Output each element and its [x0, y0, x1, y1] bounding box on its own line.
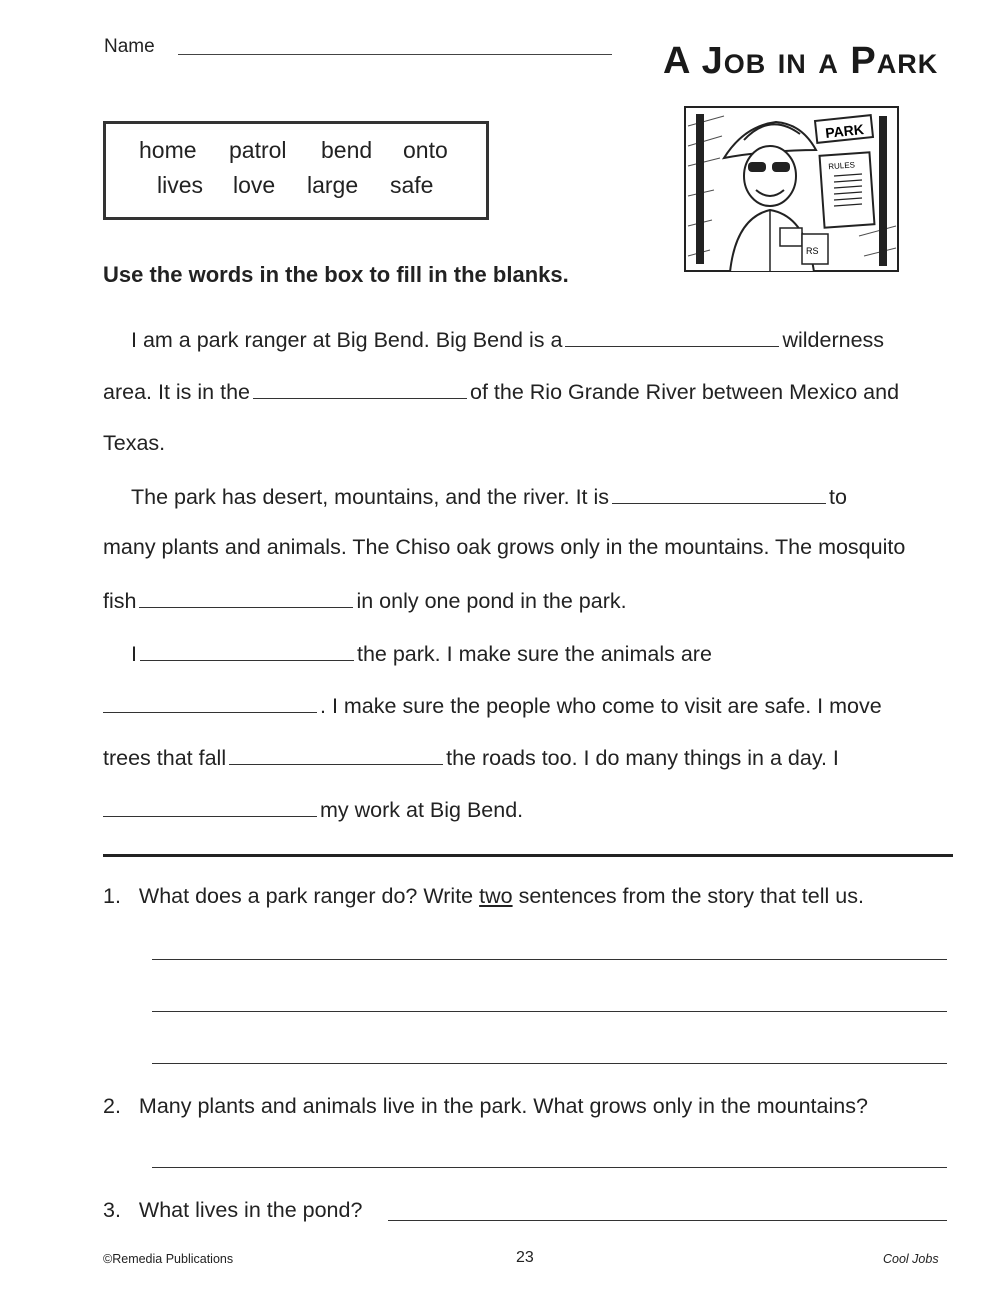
- answer-line[interactable]: [152, 1011, 947, 1012]
- answer-line[interactable]: [152, 1167, 947, 1168]
- story-text: my work at Big Bend.: [320, 798, 524, 822]
- name-label: Name: [104, 36, 155, 57]
- page-number: 23: [516, 1249, 534, 1266]
- story-text: the roads too. I do many things in a day. I: [446, 746, 839, 770]
- question-text: What lives in the pond?: [138, 1198, 363, 1222]
- name-field-line[interactable]: [178, 54, 612, 55]
- answer-blank[interactable]: [229, 744, 443, 765]
- question-3: [103, 1198, 362, 1223]
- answer-blank[interactable]: [612, 483, 826, 504]
- question-2: [103, 1094, 868, 1119]
- answer-line[interactable]: [388, 1220, 947, 1221]
- badge-text: RS: [806, 246, 819, 256]
- rules-board-text: RULES: [828, 160, 856, 172]
- story-line: [103, 431, 165, 456]
- story-line: [131, 326, 884, 353]
- book-title: Cool Jobs: [883, 1252, 939, 1266]
- story-line: [131, 640, 712, 667]
- story-line: [100, 692, 882, 719]
- story-text: many plants and animals. The Chiso oak grows only in the mountains. The mosquito: [103, 535, 906, 559]
- story-text: Texas.: [103, 431, 166, 455]
- word-bank-box: [103, 121, 489, 220]
- story-line: [103, 378, 899, 405]
- story-text: wilderness: [782, 328, 885, 352]
- question-number: 2.: [103, 1094, 121, 1118]
- story-line: [103, 587, 627, 614]
- word-bank-word: onto: [403, 137, 448, 163]
- answer-blank[interactable]: [253, 378, 467, 399]
- story-text: fish: [103, 589, 137, 613]
- word-bank-word: safe: [390, 172, 434, 198]
- question-emphasis: two: [479, 884, 513, 908]
- answer-blank[interactable]: [140, 640, 354, 661]
- word-bank-word: large: [307, 172, 359, 198]
- instructions: Use the words in the box to fill in the blanks.: [103, 262, 569, 287]
- answer-blank[interactable]: [103, 692, 317, 713]
- word-bank-word: home: [139, 137, 197, 163]
- answer-line[interactable]: [152, 959, 947, 960]
- publisher-credit: ©Remedia Publications: [103, 1252, 234, 1266]
- story-text: area. It is in the: [103, 380, 250, 404]
- story-text: the park. I make sure the animals are: [356, 642, 712, 666]
- word-bank-word: lives: [157, 172, 204, 198]
- question-text: What does a park ranger do? Write: [138, 884, 474, 908]
- page-title: A Job in a Park: [663, 40, 939, 82]
- park-sign: [815, 115, 873, 143]
- story-text: of the Rio Grande River between Mexico and: [470, 380, 900, 404]
- story-line: [131, 483, 847, 510]
- answer-blank[interactable]: [139, 587, 353, 608]
- story-line: [103, 535, 905, 560]
- story-line: [100, 796, 523, 823]
- word-bank-word: love: [233, 172, 276, 198]
- rules-board: [820, 152, 875, 227]
- question-text: sentences from the story that tell us.: [518, 884, 864, 908]
- section-divider: [103, 854, 953, 857]
- answer-line[interactable]: [152, 1063, 947, 1064]
- badge: [802, 234, 828, 264]
- answer-blank[interactable]: [565, 326, 779, 347]
- story-line: [103, 744, 839, 771]
- park-sign-text: PARK: [824, 120, 865, 141]
- story-text: . I make sure the people who come to visit are safe. I move: [320, 694, 882, 718]
- story-text: in only one pond in the park.: [356, 589, 627, 613]
- question-number: 3.: [103, 1198, 121, 1222]
- story-text: to: [829, 485, 847, 509]
- story-text: I am a park ranger at Big Bend. Big Bend is a: [131, 328, 563, 352]
- question-text: Many plants and animals live in the park. What grows only in the mountains?: [138, 1094, 868, 1118]
- answer-blank[interactable]: [103, 796, 317, 817]
- question-number: 1.: [103, 884, 121, 908]
- park-ranger-illustration: [684, 106, 899, 272]
- story-text: The park has desert, mountains, and the river. It is: [131, 485, 610, 509]
- question-1: [103, 884, 864, 909]
- story-text: I: [131, 642, 137, 666]
- word-bank-word: patrol: [229, 137, 287, 163]
- word-bank-word: bend: [321, 137, 373, 163]
- story-text: trees that fall: [103, 746, 227, 770]
